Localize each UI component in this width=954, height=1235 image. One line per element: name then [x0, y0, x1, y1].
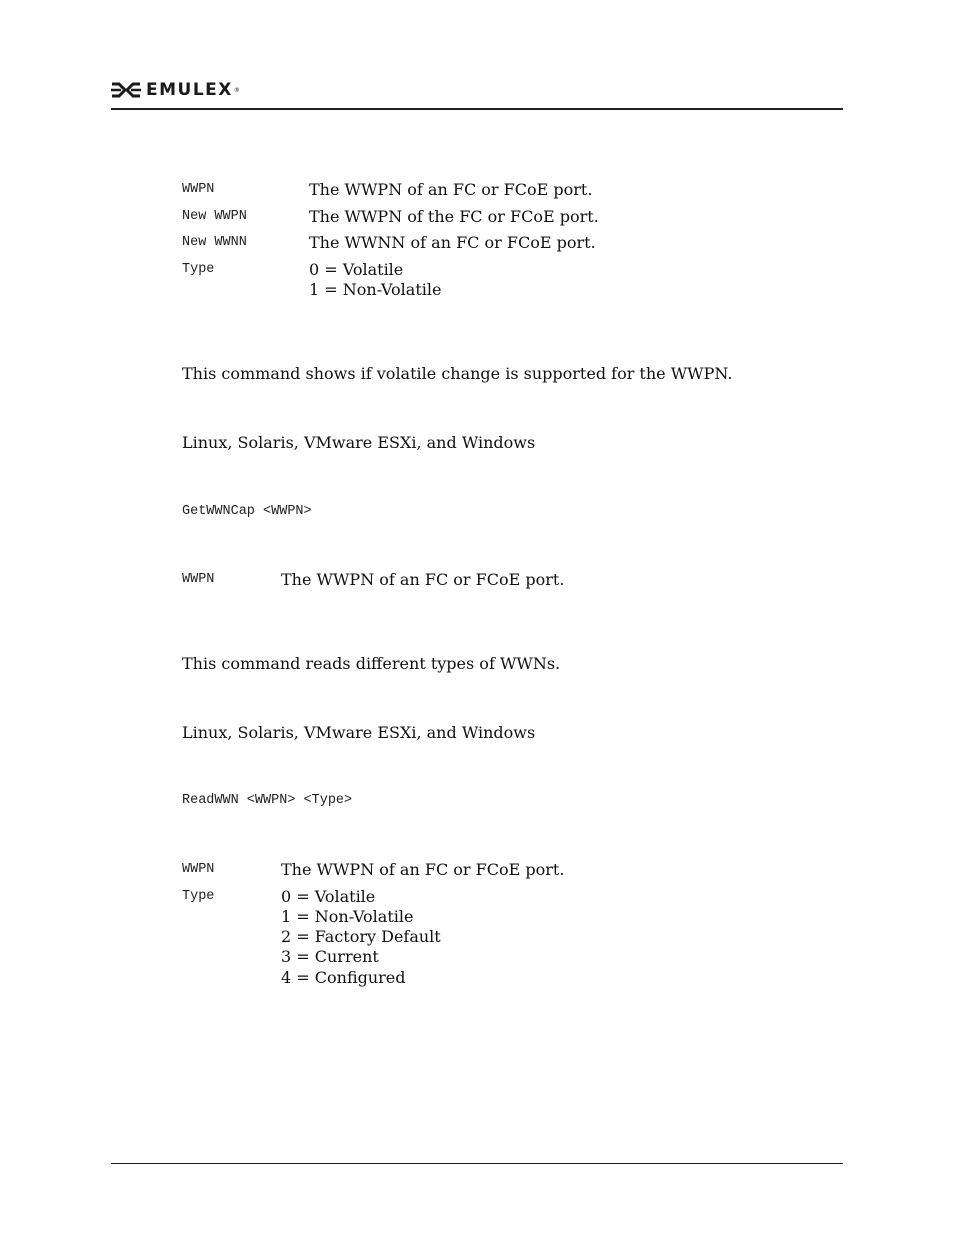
param-name: Type: [182, 889, 215, 904]
brand-trademark: ®: [233, 86, 240, 94]
param-desc: 3 = Current: [281, 947, 379, 966]
param-desc: 0 = Volatile: [281, 887, 376, 906]
param-desc: 1 = Non-Volatile: [281, 907, 414, 926]
param-desc: The WWPN of an FC or FCoE port.: [281, 570, 565, 589]
param-desc: The WWPN of an FC or FCoE port.: [309, 180, 593, 199]
command-description: This command reads different types of WWNs.: [182, 654, 561, 673]
param-desc: 2 = Factory Default: [281, 927, 441, 946]
param-name: WWPN: [182, 572, 215, 587]
param-name: WWPN: [182, 182, 215, 197]
command-syntax: ReadWWN <WWPN> <Type>: [182, 793, 353, 808]
param-name: Type: [182, 262, 215, 277]
command-description: This command shows if volatile change is supported for the WWPN.: [182, 364, 733, 383]
command-syntax: GetWWNCap <WWPN>: [182, 504, 312, 519]
param-name: WWPN: [182, 862, 215, 877]
header-rule: [111, 108, 843, 110]
param-desc: The WWPN of the FC or FCoE port.: [309, 207, 599, 226]
param-name: New WWPN: [182, 209, 247, 224]
supported-platforms: Linux, Solaris, VMware ESXi, and Windows: [182, 723, 536, 742]
param-desc: 1 = Non-Volatile: [309, 280, 442, 299]
param-desc: 0 = Volatile: [309, 260, 404, 279]
supported-platforms: Linux, Solaris, VMware ESXi, and Windows: [182, 433, 536, 452]
param-desc: The WWNN of an FC or FCoE port.: [309, 233, 596, 252]
param-desc: 4 = Configured: [281, 968, 406, 987]
footer-rule: [111, 1163, 843, 1164]
brand-name: EMULEX: [146, 80, 233, 100]
param-desc: The WWPN of an FC or FCoE port.: [281, 860, 565, 879]
param-name: New WWNN: [182, 235, 247, 250]
brand-logo: [111, 80, 240, 100]
emulex-mark-icon: [111, 82, 141, 98]
